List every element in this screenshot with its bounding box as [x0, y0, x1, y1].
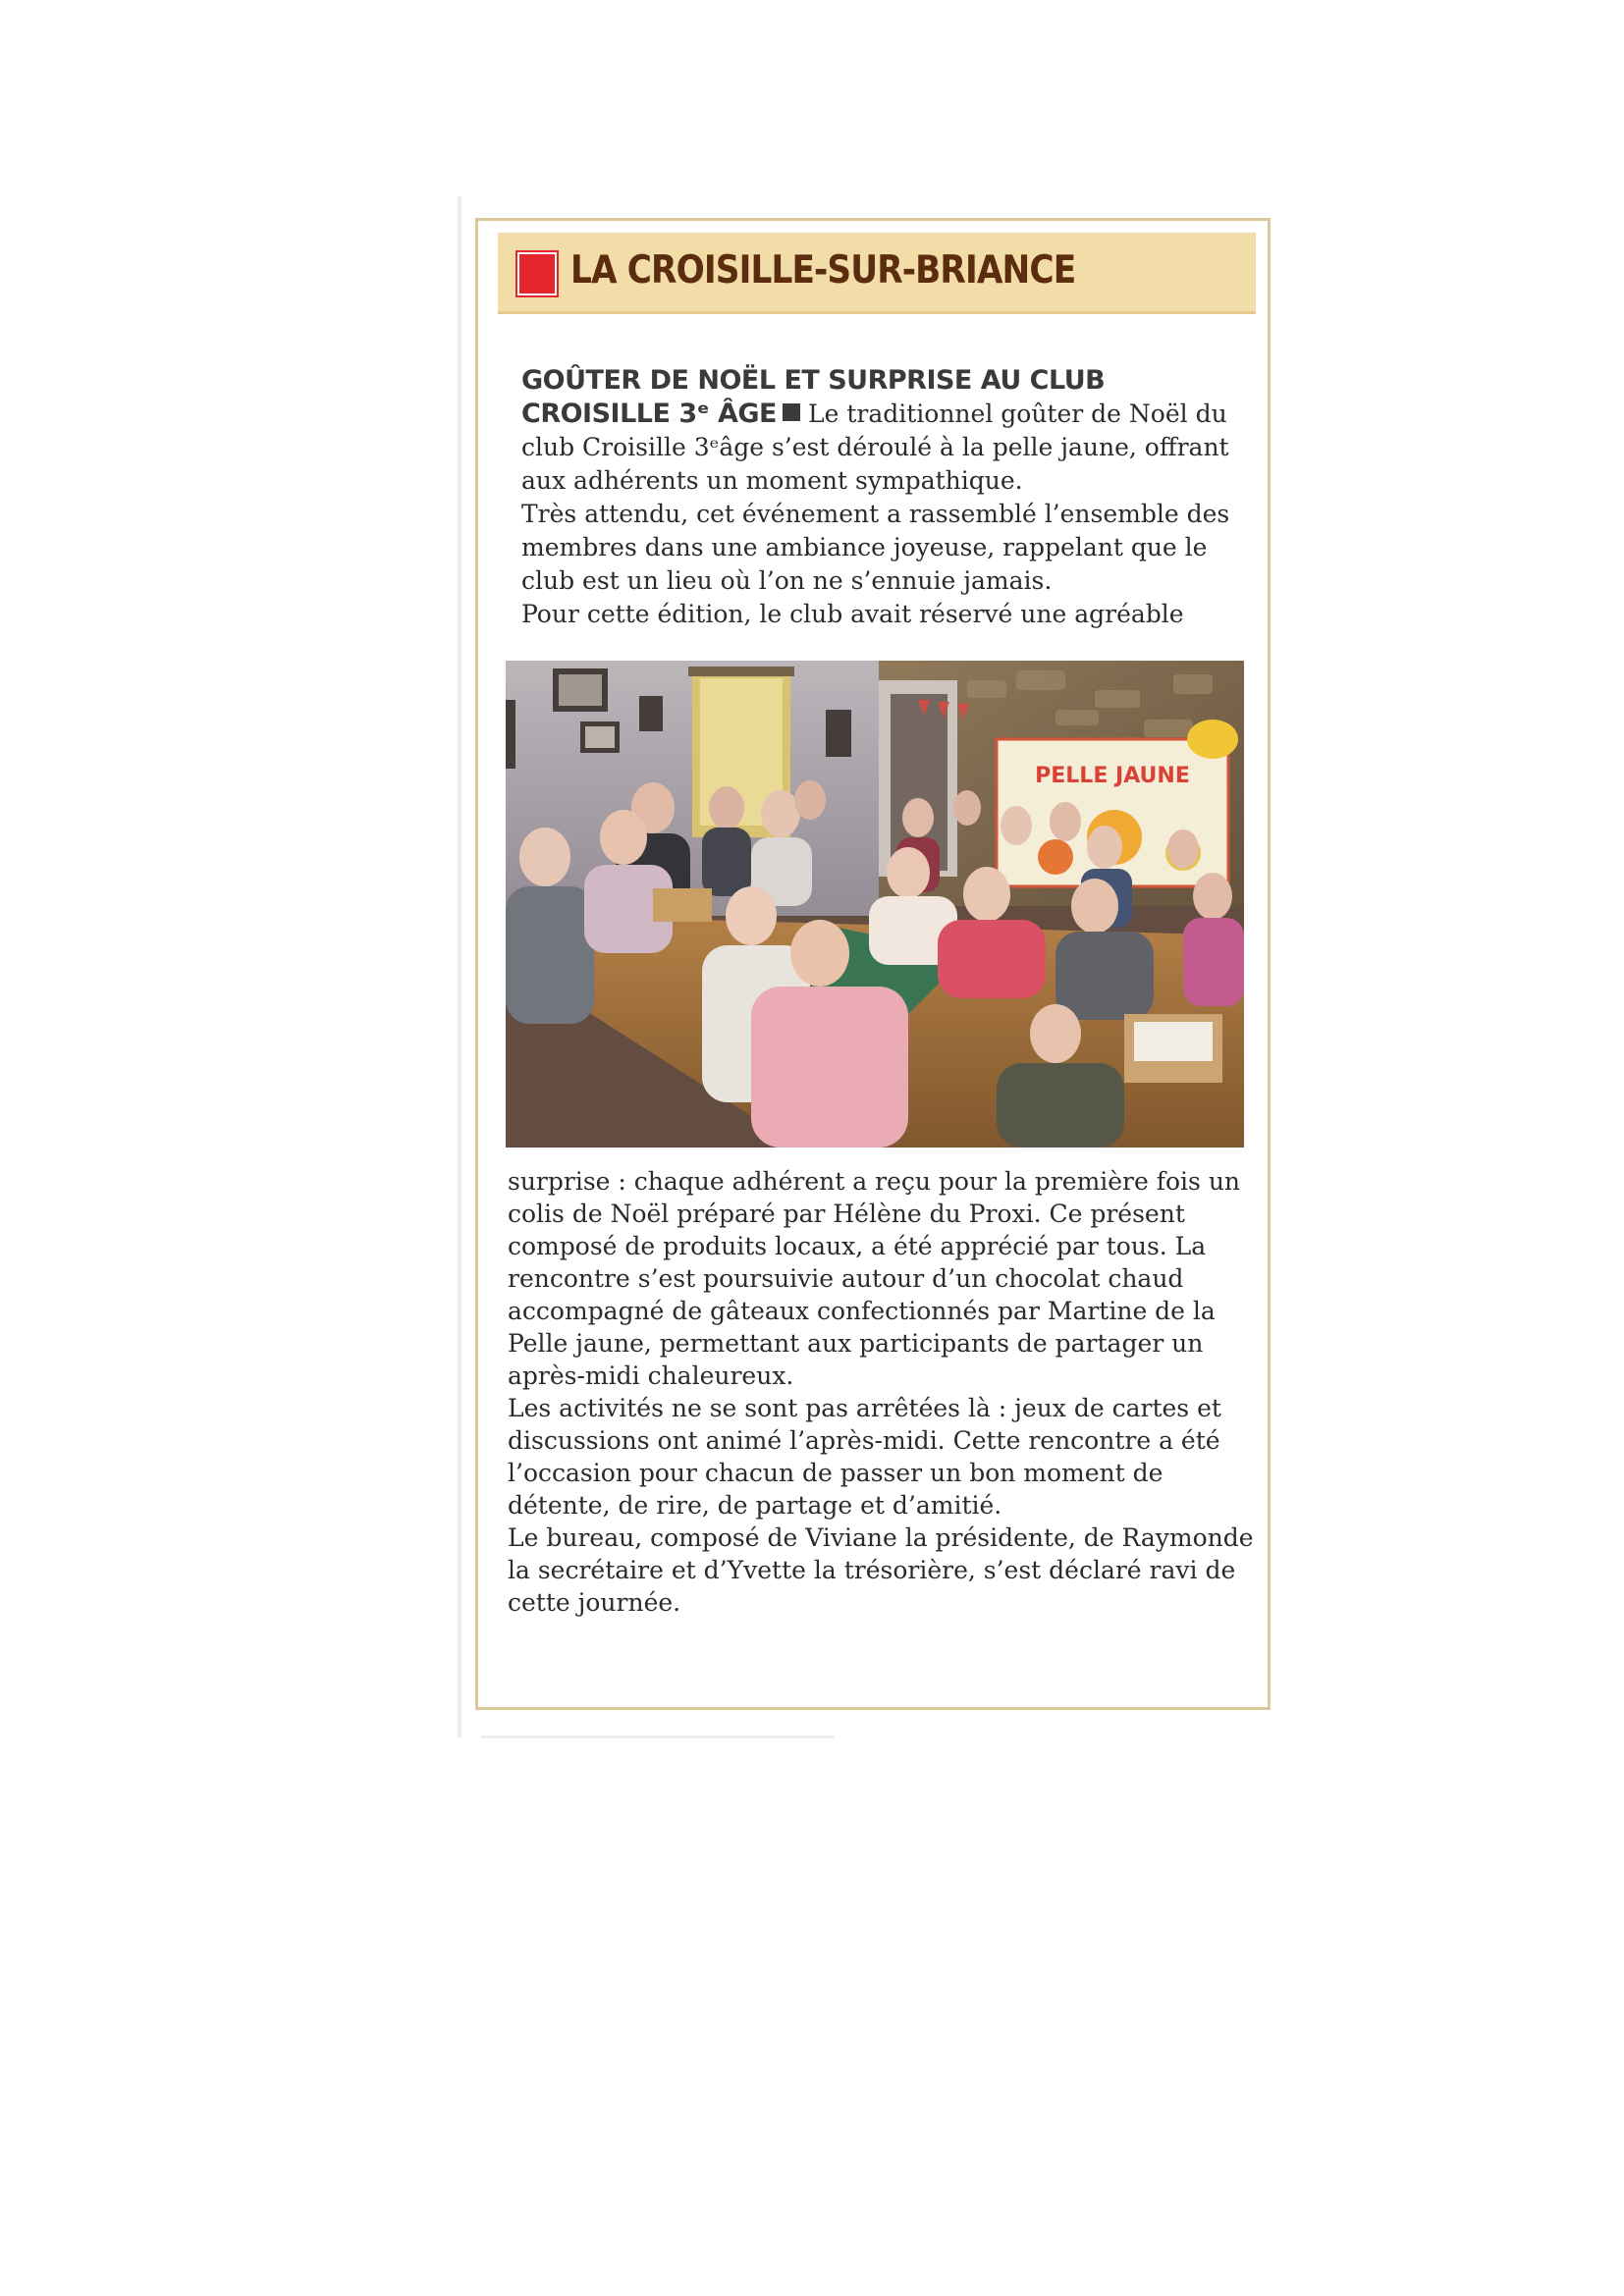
newspaper-clipping	[475, 218, 1271, 1710]
article-photo	[506, 661, 1244, 1148]
section-title: LA CROISILLE-SUR-BRIANCE	[570, 248, 1076, 293]
article-paragraph-1: Très attendu, cet événement a rassemblé l’ensemble des membres dans une ambiance joyeuse, rappelant que le club est un lieu où l’on ne s’ennuie jamais. Pour cette édition, le club avait réservé une agréable	[521, 500, 1230, 628]
photo-sign-text: PELLE JAUNE	[1035, 764, 1190, 788]
article-top	[521, 364, 1248, 631]
article-paragraph-2: surprise : chaque adhérent a reçu pour la première fois un colis de Noël préparé par Hélène du Proxi. Ce présent composé de produits locaux, a été apprécié par tous. La rencontre s’est poursuivie autour d’un chocolat chaud accompagné de gâteaux confectionnés par Martine de la Pelle jaune, permettant aux participants de partager un après-midi chaleureux.	[508, 1167, 1241, 1390]
article-bottom	[508, 1165, 1254, 1619]
article-headline: GOÛTER DE NOËL ET SURPRISE AU CLUB CROISILLE 3ᵉ ÂGE	[521, 365, 1106, 429]
headline-square-icon	[783, 403, 800, 421]
section-banner	[498, 233, 1256, 314]
scan-bottom-shadow	[481, 1735, 835, 1738]
section-marker-icon	[517, 252, 557, 295]
article-paragraph-4: Le bureau, composé de Viviane la présidente, de Raymonde la secrétaire et d’Yvette la trésorière, s’est déclaré ravi de cette journée.	[508, 1523, 1254, 1617]
scan-edge-shadow	[458, 196, 461, 1737]
article-intro	[521, 364, 1248, 498]
group-photo-image	[506, 661, 1244, 1148]
article-paragraph-3: Les activités ne se sont pas arrêtées là : jeux de cartes et discussions ont animé l’après-midi. Cette rencontre a été l’occasion pour chacun de passer un bon moment de détente, de rire, de partage et d’amitié.	[508, 1394, 1221, 1520]
intro-text: Le traditionnel goûter de Noël du club Croisille 3ᵉâge s’est déroulé à la pelle jaune, offrant aux adhérents un moment sympathique.	[521, 400, 1229, 495]
